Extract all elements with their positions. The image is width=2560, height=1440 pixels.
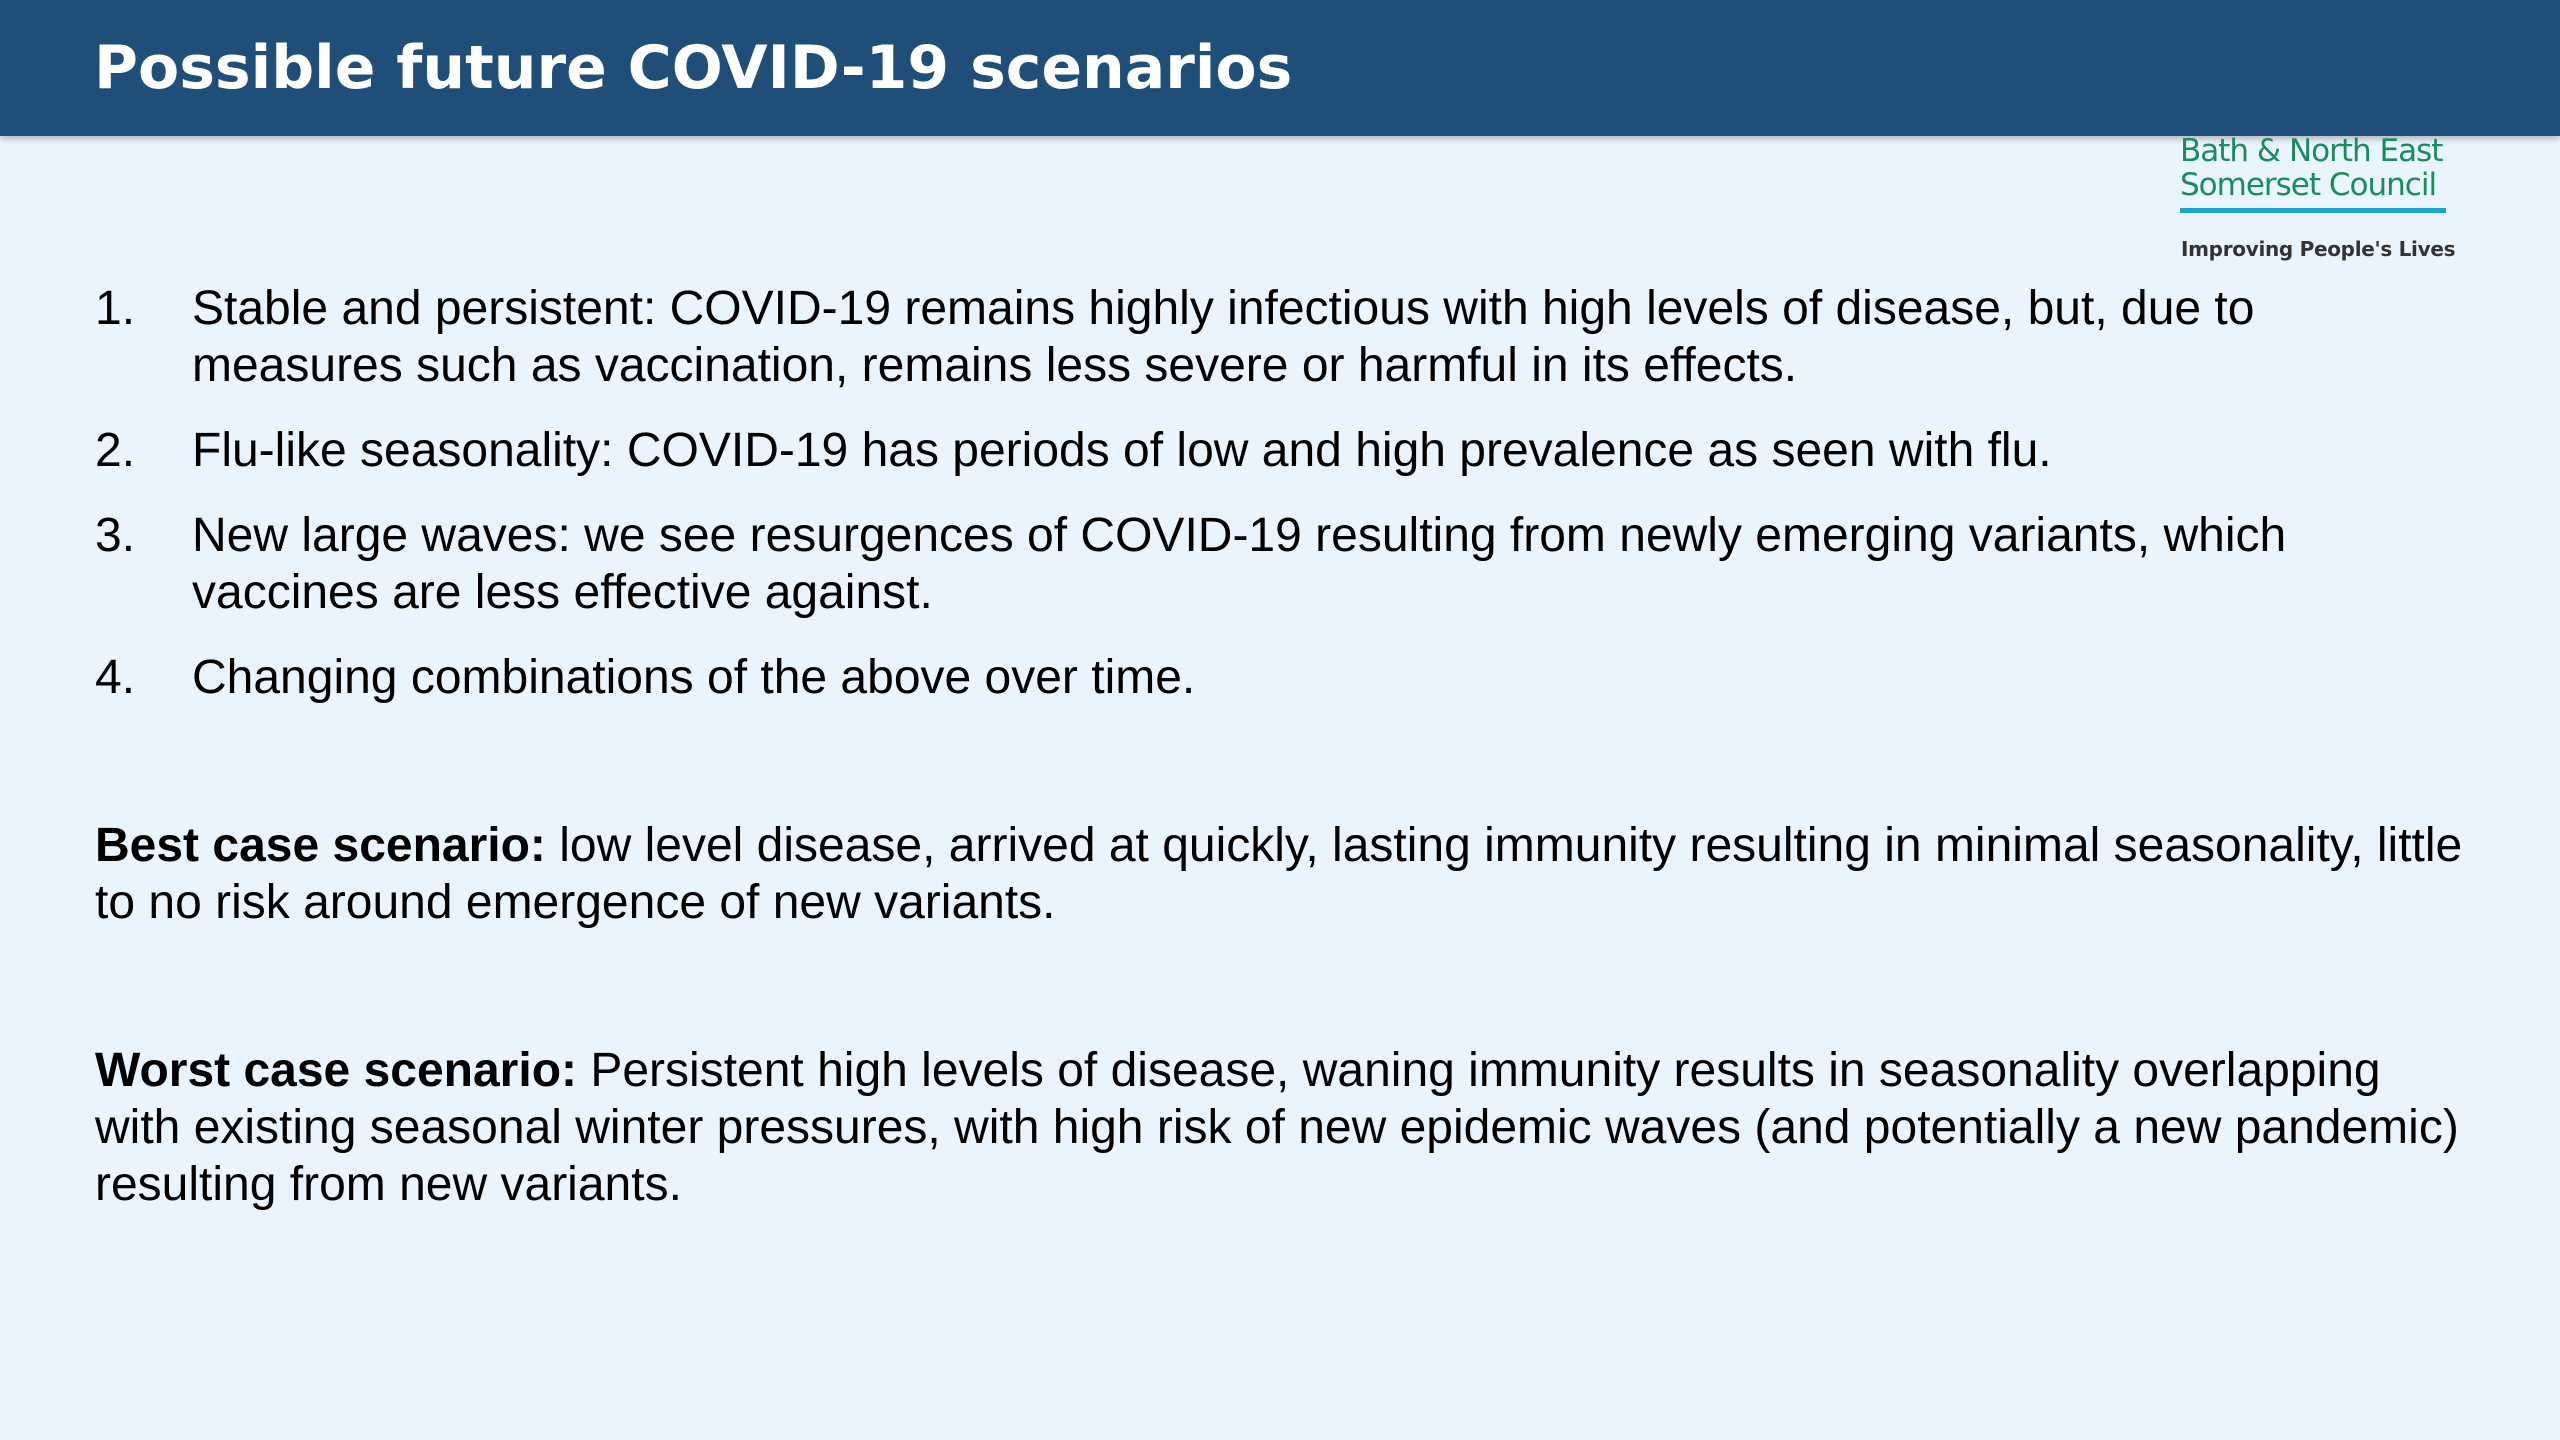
best-case-label: Best case scenario: — [95, 819, 546, 872]
worst-case-paragraph — [95, 1042, 2475, 1213]
logo-rule — [2180, 208, 2446, 213]
scenario-text: Changing combinations of the above over time. — [192, 651, 1196, 704]
title-bar — [0, 0, 2560, 136]
scenario-item — [95, 422, 2475, 479]
logo-tagline: Improving People's Lives — [2181, 237, 2456, 261]
worst-case-text: Persistent high levels of disease, waning immunity results in seasonality overlapping with existing seasonal winter pressures, with high risk of new epidemic waves (and potentially a new pandemic) resulting from new variants. — [95, 1044, 2459, 1211]
scenario-number: 4. — [95, 651, 136, 704]
scenario-item — [95, 280, 2475, 394]
scenario-number: 3. — [95, 509, 136, 562]
scenario-text: Flu-like seasonality: COVID-19 has periods of low and high prevalence as seen with flu. — [192, 424, 2052, 477]
scenario-text: Stable and persistent: COVID-19 remains highly infectious with high levels of disease, but, due to measures such as vaccination, remains less severe or harmful in its effects. — [192, 282, 2255, 392]
scenario-item — [95, 507, 2475, 621]
slide-title: Possible future COVID-19 scenarios — [94, 33, 1293, 103]
worst-case-label: Worst case scenario: — [95, 1044, 577, 1097]
scenario-item — [95, 649, 2475, 706]
scenario-list — [95, 280, 2475, 734]
logo-line-2: Somerset Council — [2180, 167, 2437, 203]
scenario-text: New large waves: we see resurgences of COVID-19 resulting from newly emerging variants, which vaccines are less effective against. — [192, 509, 2287, 619]
scenario-number: 1. — [95, 282, 136, 335]
council-logo — [2180, 133, 2456, 264]
best-case-paragraph — [95, 817, 2475, 931]
scenario-number: 2. — [95, 424, 136, 477]
best-case-text: low level disease, arrived at quickly, lasting immunity resulting in minimal seasonality, little to no risk around emergence of new variants. — [95, 819, 2463, 929]
logo-line-1: Bath & North East — [2180, 133, 2443, 169]
